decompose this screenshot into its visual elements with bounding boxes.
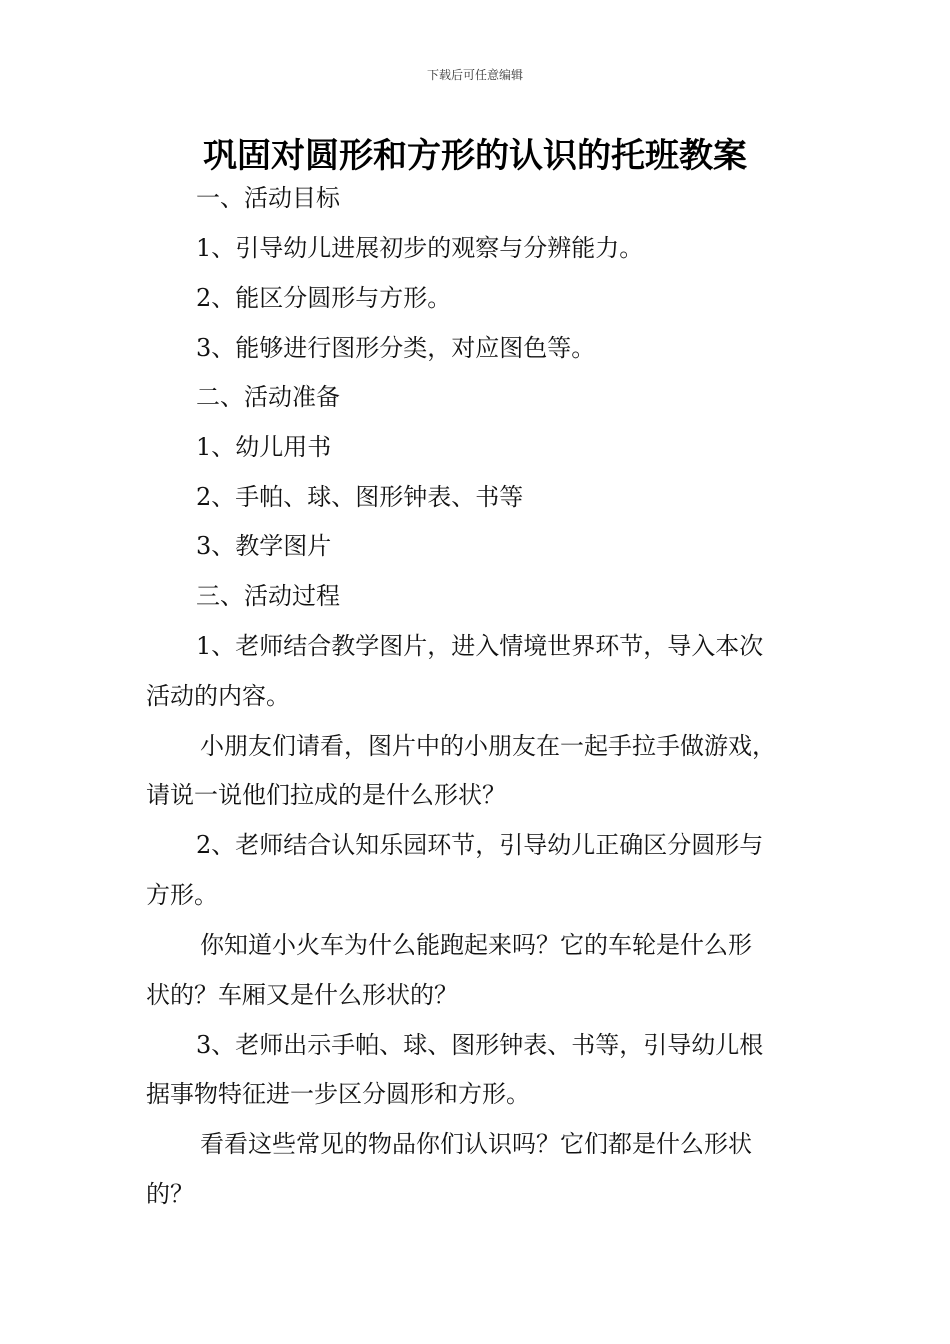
paragraph-line: 1、老师结合教学图片，进入情境世界环节，导入本次 [196,632,764,660]
paragraph-line: 方形。 [146,881,218,909]
paragraph-line: 3、教学图片 [196,532,332,560]
paragraph-line: 你知道小火车为什么能跑起来吗？它的车轮是什么形 [200,931,752,959]
paragraph-line: 小朋友们请看，图片中的小朋友在一起手拉手做游戏， [200,732,776,760]
section-heading-goals: 一、活动目标 [196,184,340,212]
paragraph-line: 2、能区分圆形与方形。 [196,284,452,312]
paragraph-line: 2、手帕、球、图形钟表、书等 [196,483,524,511]
paragraph-line: 2、老师结合认知乐园环节，引导幼儿正确区分圆形与 [196,831,764,859]
paragraph-line: 活动的内容。 [146,682,290,710]
paragraph-line: 的？ [146,1180,194,1208]
paragraph-line: 请说一说他们拉成的是什么形状？ [146,781,506,809]
paragraph-line: 据事物特征进一步区分圆形和方形。 [146,1080,530,1108]
paragraph-line: 状的？车厢又是什么形状的？ [146,981,458,1009]
paragraph-line: 3、能够进行图形分类，对应图色等。 [196,334,596,362]
header-note: 下载后可任意编辑 [426,68,523,82]
section-heading-preparation: 二、活动准备 [196,383,340,411]
paragraph-line: 1、引导幼儿进展初步的观察与分辨能力。 [196,234,644,262]
document-title: 巩固对圆形和方形的认识的托班教案 [203,136,747,176]
paragraph-line: 1、幼儿用书 [196,433,332,461]
section-heading-process: 三、活动过程 [196,582,340,610]
paragraph-line: 看看这些常见的物品你们认识吗？它们都是什么形状 [200,1130,752,1158]
paragraph-line: 3、老师出示手帕、球、图形钟表、书等，引导幼儿根 [196,1031,764,1059]
